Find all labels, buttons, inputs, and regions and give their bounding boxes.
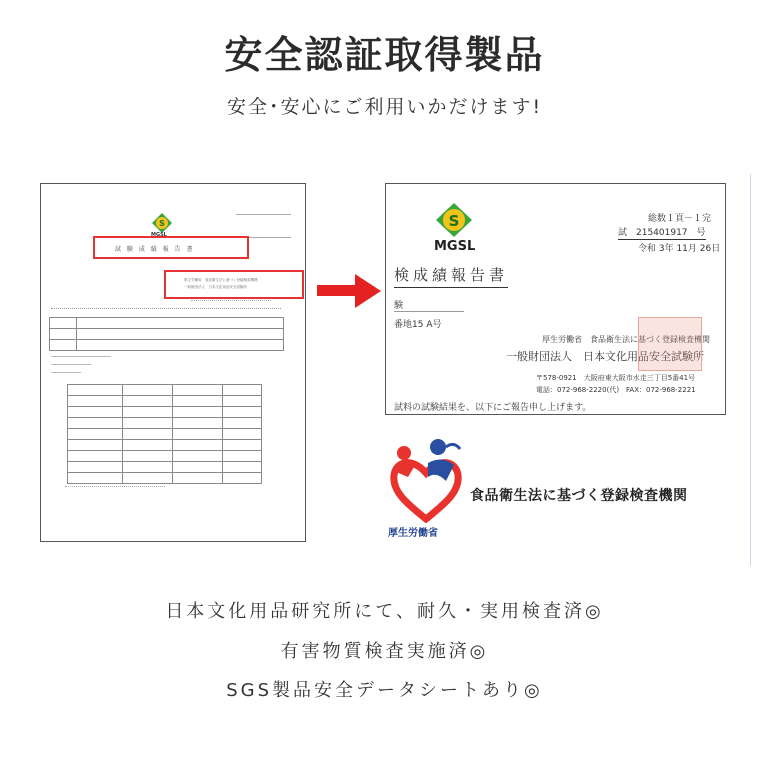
page-subtitle: 安全･安心にご利用いかだけます!: [226, 96, 543, 118]
page-info: 総数１頁－１完: [648, 214, 712, 224]
sample-item: 験: [394, 301, 404, 311]
arrow-right-icon: [355, 274, 381, 308]
page-title: 安全認証取得製品: [224, 33, 545, 77]
sample-number: 番地15 A号: [394, 320, 442, 330]
svg-text:S: S: [448, 212, 460, 230]
note-durability: 日本文化用品研究所にて、耐久・実用検査済◎: [165, 601, 604, 622]
report-title: 検成績報告書: [394, 264, 508, 288]
report-title-highlight: [93, 236, 249, 259]
note-hazardous: 有害物質検査実施済◎: [280, 641, 489, 662]
official-seal: [638, 317, 702, 371]
note-sds: SGS製品安全データシートあり◎: [226, 680, 543, 701]
report-title: 試 験 成 績 報 告 書: [115, 246, 195, 253]
arrow-shaft: [317, 285, 357, 296]
section-rule: [51, 372, 81, 373]
issuer-line-2: 一般財団法人 日本文化用品安全試験所: [184, 285, 247, 289]
divider: [750, 174, 751, 566]
issuer-address: 〒578-0921 大阪府東大阪市水走三丁目5番41号: [536, 374, 696, 382]
sample-info-table: [49, 317, 284, 351]
certificate-zoom: [385, 183, 726, 415]
issuer-phone: 電話：072-968-2220(代) FAX：072-968-2221: [536, 386, 696, 394]
report-intro: 試料の試験結果を、以下にご報告申し上げます。: [394, 403, 592, 413]
report-meta: [236, 214, 291, 238]
ministry-caption: 食品衛生法に基づく登録検査機関: [470, 488, 688, 504]
report-date: 令和 3年 11月 26日: [638, 244, 721, 254]
ministry-logo-icon: [388, 437, 464, 523]
issuer-highlight: [164, 270, 304, 299]
ministry-label: 厚生労働省: [388, 528, 438, 539]
results-table: [67, 384, 262, 484]
svg-text:S: S: [159, 219, 165, 228]
issuer-line-1: 厚生労働省 食品衛生法に基づく登録検査機関: [184, 278, 258, 282]
certificate-document: [40, 183, 306, 542]
section-rule: [51, 364, 91, 365]
intro-line: [51, 308, 281, 309]
issuer-line-2: 一般財団法人 日本文化用品安全試験所: [506, 350, 704, 363]
logo-label: MGSL: [151, 232, 167, 238]
address-line: [191, 300, 271, 306]
mgsl-logo-icon: [434, 202, 474, 238]
logo-label: MGSL: [434, 239, 476, 254]
footnote-line: [65, 486, 165, 487]
mgsl-logo-icon: [151, 212, 173, 234]
report-number: 試 215401917 号: [618, 225, 706, 240]
issuer-line-1: 厚生労働省 食品衛生法に基づく登録検査機関: [542, 335, 710, 344]
field-rule: [394, 311, 464, 312]
section-rule: [51, 356, 111, 357]
